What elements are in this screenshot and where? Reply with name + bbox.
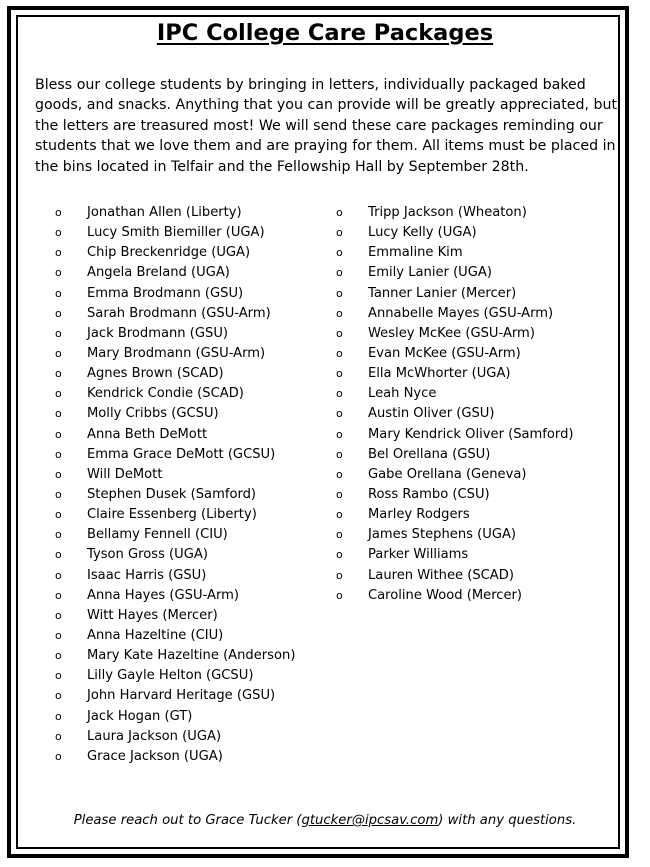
student-name: John Harvard Heritage (GSU): [87, 688, 276, 704]
student-name: Gabe Orellana (Geneva): [368, 466, 527, 482]
student-name: Annabelle Mayes (GSU-Arm): [368, 305, 554, 321]
list-item: [333, 425, 623, 445]
student-name: Ella McWhorter (UGA): [368, 366, 511, 382]
bullet-icon: o: [55, 226, 62, 240]
bullet-icon: o: [55, 548, 62, 562]
student-name: Lilly Gayle Helton (GCSU): [87, 668, 254, 684]
bullet-icon: o: [336, 306, 343, 320]
bullet-icon: o: [55, 568, 62, 582]
student-name: Caroline Wood (Mercer): [368, 587, 523, 603]
bullet-icon: o: [336, 387, 343, 401]
student-name: Bel Orellana (GSU): [368, 446, 491, 462]
bullet-icon: o: [336, 266, 343, 280]
student-name: Jack Brodmann (GSU): [87, 325, 229, 341]
student-name: Agnes Brown (SCAD): [87, 366, 224, 382]
student-name: Wesley McKee (GSU-Arm): [368, 325, 535, 341]
student-name: James Stephens (UGA): [368, 527, 517, 543]
list-item: [52, 727, 322, 747]
bullet-icon: o: [336, 467, 343, 481]
list-item: [52, 465, 322, 485]
list-item: [52, 686, 322, 706]
bullet-icon: o: [55, 749, 62, 763]
list-item: [52, 586, 322, 606]
bullet-icon: o: [55, 669, 62, 683]
list-item: [52, 525, 322, 545]
student-name: Anna Beth DeMott: [87, 426, 208, 442]
student-name: Anna Hazeltine (CIU): [87, 627, 224, 643]
list-item: [333, 324, 623, 344]
bullet-icon: o: [336, 346, 343, 360]
bullet-icon: o: [55, 387, 62, 401]
student-name: Anna Hayes (GSU-Arm): [87, 587, 239, 603]
list-item: [52, 545, 322, 565]
bullet-icon: o: [336, 548, 343, 562]
student-name: Bellamy Fennell (CIU): [87, 527, 228, 543]
intro-paragraph: Bless our college students by bringing in letters, individually packaged baked goods, and snacks. Anything that you can provide will be greatly appreciated, but the letters are treasured most! We will send these care packages reminding our students that we love them and are praying for them. All items must be placed in the bins located in Telfair and the Fellowship Hall by September 28th.: [35, 77, 618, 175]
list-item: [333, 404, 623, 424]
list-item: [52, 566, 322, 586]
bullet-icon: o: [336, 508, 343, 522]
bullet-icon: o: [55, 588, 62, 602]
bullet-icon: o: [336, 286, 343, 300]
student-name: Witt Hayes (Mercer): [87, 607, 218, 623]
bullet-icon: o: [55, 266, 62, 280]
bullet-icon: o: [336, 528, 343, 542]
page-title: IPC College Care Packages: [156, 20, 494, 46]
list-item: [52, 304, 322, 324]
bullet-icon: o: [336, 588, 343, 602]
list-item: [52, 445, 322, 465]
bullet-icon: o: [55, 528, 62, 542]
bullet-icon: o: [55, 246, 62, 260]
contact-email-link[interactable]: gtucker@ipcsav.com: [301, 813, 439, 828]
student-name: Mary Kendrick Oliver (Samford): [368, 426, 574, 442]
list-item: [52, 364, 322, 384]
student-name: Laura Jackson (UGA): [87, 728, 222, 744]
student-name: Lucy Smith Biemiller (UGA): [87, 225, 265, 241]
bullet-icon: o: [336, 407, 343, 421]
student-name: Mary Kate Hazeltine (Anderson): [87, 648, 296, 664]
bullet-icon: o: [55, 508, 62, 522]
student-name: Sarah Brodmann (GSU-Arm): [87, 305, 271, 321]
bullet-icon: o: [55, 407, 62, 421]
bullet-icon: o: [55, 427, 62, 441]
bullet-icon: o: [55, 487, 62, 501]
student-name: Angela Breland (UGA): [87, 265, 230, 281]
student-list-left: [52, 203, 322, 767]
student-name: Austin Oliver (GSU): [368, 406, 495, 422]
student-name: Will DeMott: [87, 466, 163, 482]
bullet-icon: o: [55, 608, 62, 622]
footer-text-after: ) with any questions.: [438, 813, 577, 828]
student-name: Stephen Dusek (Samford): [87, 486, 257, 502]
bullet-icon: o: [55, 346, 62, 360]
list-item: [52, 505, 322, 525]
list-item: [333, 545, 623, 565]
list-item: [333, 485, 623, 505]
student-name: Claire Essenberg (Liberty): [87, 507, 257, 523]
list-item: [333, 364, 623, 384]
bullet-icon: o: [336, 206, 343, 219]
student-name: Lauren Withee (SCAD): [368, 567, 514, 583]
bullet-icon: o: [336, 487, 343, 501]
bullet-icon: o: [55, 306, 62, 320]
bullet-icon: o: [336, 568, 343, 582]
list-item: [333, 304, 623, 324]
student-name: Jack Hogan (GT): [87, 708, 193, 724]
bullet-icon: o: [55, 447, 62, 461]
bullet-icon: o: [336, 427, 343, 441]
list-item: [333, 243, 623, 263]
student-name: Evan McKee (GSU-Arm): [368, 345, 521, 361]
list-item: [52, 384, 322, 404]
list-item: [333, 586, 623, 606]
student-name: Parker Williams: [368, 547, 469, 563]
list-item: [333, 344, 623, 364]
list-item: [52, 284, 322, 304]
list-item: [333, 445, 623, 465]
student-name: Emmaline Kim: [368, 245, 463, 261]
footer-text-before: Please reach out to Grace Tucker (: [73, 813, 302, 828]
student-name: Tripp Jackson (Wheaton): [368, 205, 527, 220]
bullet-icon: o: [336, 367, 343, 381]
bullet-icon: o: [336, 326, 343, 340]
student-name: Isaac Harris (GSU): [87, 567, 207, 583]
list-item: [52, 707, 322, 727]
bullet-icon: o: [55, 729, 62, 743]
list-item: [52, 223, 322, 243]
student-name: Emma Grace DeMott (GCSU): [87, 446, 276, 462]
list-item: [333, 223, 623, 243]
list-item: [52, 344, 322, 364]
list-item: [52, 747, 322, 767]
bullet-icon: o: [55, 628, 62, 642]
student-name: Ross Rambo (CSU): [368, 486, 490, 502]
student-name: Tanner Lanier (Mercer): [368, 285, 517, 301]
list-item: [333, 525, 623, 545]
list-item: [333, 384, 623, 404]
list-item: [52, 263, 322, 283]
bullet-icon: o: [336, 447, 343, 461]
list-item: [333, 203, 623, 223]
student-name: Mary Brodmann (GSU-Arm): [87, 345, 266, 361]
student-name: Kendrick Condie (SCAD): [87, 386, 244, 402]
bullet-icon: o: [55, 286, 62, 300]
bullet-icon: o: [336, 246, 343, 260]
list-item: [333, 566, 623, 586]
bullet-icon: o: [55, 367, 62, 381]
student-name: Chip Breckenridge (UGA): [87, 245, 251, 261]
student-name: Emma Brodmann (GSU): [87, 285, 244, 301]
bullet-icon: o: [55, 709, 62, 723]
list-item: [52, 485, 322, 505]
student-list-right: [333, 203, 623, 606]
student-name: Molly Cribbs (GCSU): [87, 406, 219, 422]
student-name: Lucy Kelly (UGA): [368, 225, 477, 241]
bullet-icon: o: [55, 206, 62, 219]
student-name: Grace Jackson (UGA): [87, 748, 223, 764]
bullet-icon: o: [55, 689, 62, 703]
list-item: [333, 505, 623, 525]
list-item: [52, 425, 322, 445]
list-item: [52, 404, 322, 424]
list-item: [52, 626, 322, 646]
list-item: [52, 324, 322, 344]
student-name: Tyson Gross (UGA): [87, 547, 208, 563]
list-item: [52, 646, 322, 666]
list-item: [52, 606, 322, 626]
bullet-icon: o: [336, 226, 343, 240]
student-name: Jonathan Allen (Liberty): [87, 205, 242, 220]
list-item: [52, 243, 322, 263]
list-item: [333, 263, 623, 283]
student-name: Emily Lanier (UGA): [368, 265, 492, 281]
list-item: [52, 666, 322, 686]
list-item: [333, 465, 623, 485]
bullet-icon: o: [55, 649, 62, 663]
bullet-icon: o: [55, 326, 62, 340]
student-name: Leah Nyce: [368, 386, 437, 402]
list-item: [52, 203, 322, 223]
list-item: [333, 284, 623, 304]
bullet-icon: o: [55, 467, 62, 481]
student-name: Marley Rodgers: [368, 507, 470, 523]
contact-footer: [0, 813, 650, 828]
